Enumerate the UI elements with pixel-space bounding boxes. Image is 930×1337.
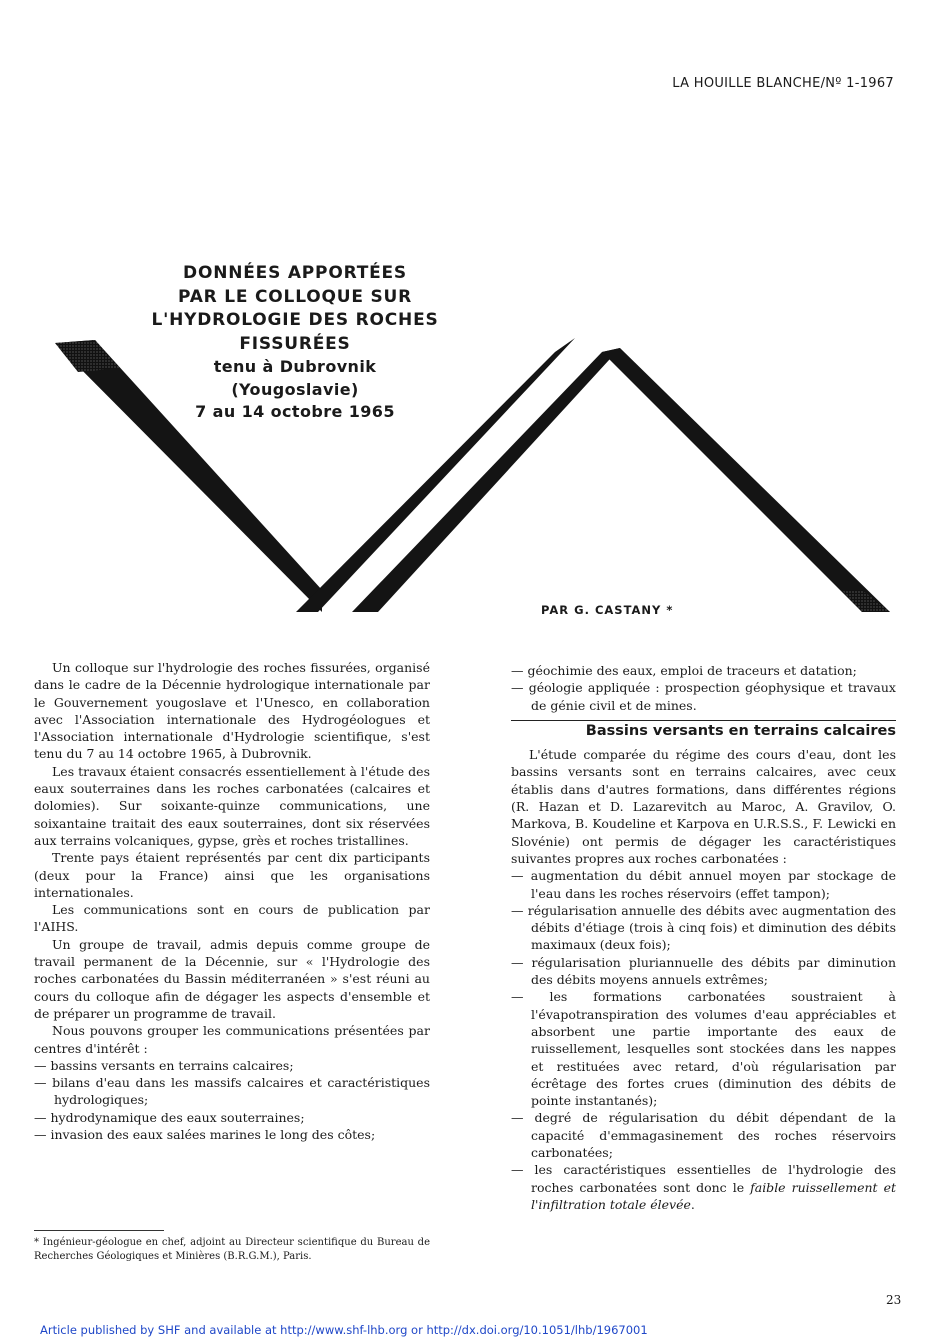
- paragraph: Trente pays étaient représentés par cent dix participants (deux pour la France) ainsi que les organisations internationales.: [34, 850, 430, 900]
- list-item: — augmentation du débit annuel moyen par stockage de l'eau dans les roches réservoirs (effet tampon);: [511, 868, 896, 901]
- list-item: — hydrodynamique des eaux souterraines;: [34, 1109, 305, 1125]
- left-column: [34, 659, 430, 1143]
- footnote: * Ingénieur-géologue en chef, adjoint au Directeur scientifique du Bureau de Recherches Géologiques et Minières (B.R.G.M.), Paris.: [34, 1237, 430, 1262]
- journal-header: LA HOUILLE BLANCHE/Nº 1-1967: [672, 76, 894, 91]
- paragraph: Les communications sont en cours de publication par l'AIHS.: [34, 902, 430, 935]
- list-item: — régularisation annuelle des débits avec augmentation des débits d'étiage (trois à cinq fois) et diminution des débits maximaux (deux fois);: [511, 902, 896, 953]
- footnote-rule: [34, 1230, 164, 1231]
- list-item: — bilans d'eau dans les massifs calcaires et caractéristiques hydrologiques;: [34, 1075, 430, 1108]
- chevron-right-tail-edge: [842, 590, 890, 612]
- list-item: — bassins versants en terrains calcaires;: [34, 1057, 294, 1073]
- topic-list: [34, 1057, 430, 1143]
- chevron-left-edge: [55, 340, 120, 372]
- paragraph: Nous pouvons grouper les communications présentées par centres d'intérêt :: [34, 1023, 430, 1056]
- list-item: — géochimie des eaux, emploi de traceurs et datation;: [511, 663, 857, 678]
- topic-list-continued: [511, 662, 896, 714]
- list-item: — degré de régularisation du débit dépendant de la capacité d'emmagasinement des roches réservoirs carbonatées;: [511, 1110, 896, 1161]
- paragraph: Un colloque sur l'hydrologie des roches fissurées, organisé dans le cadre de la Décennie hydrologique internationale par le Gouvernement yougoslave et l'Unesco, en collaboration avec l'Association internationale des Hydrogéologues et l'Association internationale d'Hydrologie scientifique, s'est tenu du 7 au 14 octobre 1965, à Dubrovnik.: [34, 660, 430, 762]
- section-rule: [511, 720, 896, 721]
- article-title: DONNÉES APPORTÉES PAR LE COLLOQUE SUR L'HYDROLOGIE DES ROCHES FISSURÉES tenu à Dubrovnik (Yougoslavie) 7 au 14 octobre 1965: [151, 263, 439, 421]
- paragraph: L'étude comparée du régime des cours d'eau, dont les bassins versants sont en terrains calcaires, avec ceux établis dans d'autres formations, dans différentes régions (R. Hazan et D. Lazarevitch au Maroc, A. Gravilov, O. Markova, B. Koudeline et Karpova en U.R.S.S., F. Lewicki en Slovénie) ont permis de dégager les caractéristiques suivantes propres aux roches carbonatées :: [511, 747, 896, 866]
- paragraph: Les travaux étaient consacrés essentiellement à l'étude des eaux souterraines dans les roches carbonatées (calcaires et dolomies). Sur soixante-quinze communications, une soixantaine traitait des eaux souterraines, dont six réservées aux terrains volcaniques, gypse, grès et roches tristallines.: [34, 763, 430, 848]
- list-item: — les formations carbonatées soustraient à l'évapotranspiration des volumes d'eau appréciables et absorbent une partie importante des eaux de ruissellement, lesquelles sont stockées dans les nappes et restituées avec retard, d'où régularisation par écrêtage des fortes crues (diminution des débits de pointe instantanés);: [511, 989, 896, 1109]
- paragraph: Un groupe de travail, admis depuis comme groupe de travail permanent de la Décennie, sur « l'Hydrologie des roches carbonatées du Bassin méditerranéen » s'est réuni au cours du colloque afin de dégager les aspects d'ensemble et de préparer un programme de travail.: [34, 936, 430, 1021]
- right-column: [511, 662, 896, 1213]
- list-item: — régularisation pluriannuelle des débits par diminution des débits moyens annuels extrêmes;: [511, 954, 896, 988]
- page-number: 23: [886, 1293, 902, 1307]
- list-item: — géologie appliquée : prospection géophysique et travaux de génie civil et de mines.: [511, 680, 896, 713]
- chevron-graphic: [0, 0, 930, 640]
- section-heading: Bassins versants en terrains calcaires: [585, 722, 896, 739]
- emphasis: faible ruissellement et l'infiltration totale élevée: [531, 1179, 896, 1212]
- list-item: — les caractéristiques essentielles de l'hydrologie des roches carbonatées sont donc le faible ruissellement et l'infiltration totale élevée.: [511, 1162, 896, 1212]
- publisher-link[interactable]: Article published by SHF and available at http://www.shf-lhb.org or http://dx.doi.org/10.1051/lhb/1967001: [40, 1323, 648, 1337]
- author-byline: PAR G. CASTANY *: [541, 603, 674, 617]
- list-item: — invasion des eaux salées marines le long des côtes;: [34, 1127, 376, 1143]
- chevron-right-tail: [602, 348, 890, 612]
- characteristics-list: [511, 867, 896, 1213]
